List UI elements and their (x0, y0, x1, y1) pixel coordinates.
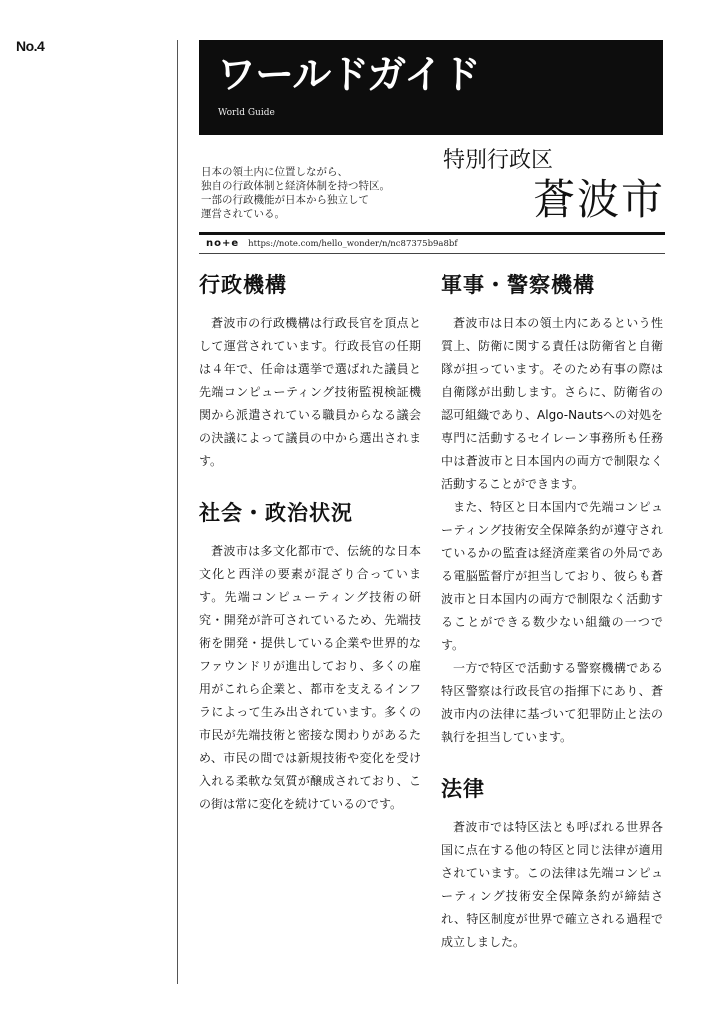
intro-line: 日本の領土内に位置しながら、 (201, 166, 348, 178)
section-paragraph: また、特区と日本国内で先端コンピューティング技術安全保障条約が遵守されているかの監査は経済産業省の外局である電脳監督庁が担当しており、彼らも蒼波市と日本国内の両方で制限なく活動することができる数少ない組織の一つです。 (441, 500, 663, 652)
section-paragraph: 蒼波市は多文化都市で、伝統的な日本文化と西洋の要素が混ざり合っています。先端コンピューティング技術の研究・開発が許可されているため、先端技術を開発・提供している企業や世界的なファウンドリが進出しており、多くの雇用がこれら企業と、都市を支えるインフラによって生み出されています。多くの市民が先端技術と密接な関わりがあるため、市民の間では新規技術や変化を受け入れる柔軟な気質が醸成されており、この街は常に変化を続けているのです。 (199, 544, 421, 811)
section-paragraph: 蒼波市の行政機構は行政長官を頂点として運営されています。行政長官の任期は４年で、任命は選挙で選ばれた議員と先端コンピューティング技術監視検証機関から派遣されている職員からなる議会の決議によって議員の中から選出されます。 (199, 316, 421, 468)
intro-line: 運営されている。 (201, 208, 285, 220)
section-paragraph: 一方で特区で活動する警察機構である特区警察は行政長官の指揮下にあり、蒼波市内の法律に基づいて犯罪防止と法の執行を担当しています。 (441, 661, 663, 744)
intro-line: 一部の行政機能が日本から独立して (201, 194, 369, 206)
right-column (441, 268, 663, 954)
section-heading-law: 法律 (441, 776, 485, 801)
issue-number: No.4 (16, 38, 45, 54)
source-url[interactable]: https://note.com/hello_wonder/n/nc87375b9a8bf (248, 238, 458, 249)
magazine-subtitle: World Guide (218, 108, 275, 118)
note-logo: no+e (206, 238, 240, 249)
left-column (199, 268, 421, 816)
intro-line: 独自の行政体制と経済体制を持つ特区。 (201, 180, 390, 192)
section-heading-admin: 行政機構 (199, 272, 287, 297)
title-banner (199, 40, 663, 135)
section-heading-security: 軍事・警察機構 (441, 272, 595, 297)
magazine-title: ワールドガイド (217, 53, 480, 98)
region-kicker: 特別行政区 (443, 148, 554, 173)
section-heading-society: 社会・政治状況 (199, 500, 353, 525)
header-rule-thin (199, 253, 665, 254)
margin-rule (177, 40, 178, 984)
intro-text (201, 165, 431, 221)
source-row (206, 235, 458, 252)
section-paragraph: 蒼波市は日本の領土内にあるという性質上、防衛に関する責任は防衛省と自衛隊が担っています。そのため有事の際は自衛隊が出動します。さらに、防衛省の認可組織であり、Algo-Nautsへの対処を専門に活動するセイレーン事務所も任務中は蒼波市と日本国内の両方で制限なく活動することができます。 (441, 316, 663, 491)
city-name: 蒼波市 (532, 175, 665, 224)
section-paragraph: 蒼波市では特区法とも呼ばれる世界各国に点在する他の特区と同じ法律が適用されています。この法律は先端コンピューティング技術安全保障条約が締結され、特区制度が世界で確立される過程で成立しました。 (441, 820, 663, 949)
